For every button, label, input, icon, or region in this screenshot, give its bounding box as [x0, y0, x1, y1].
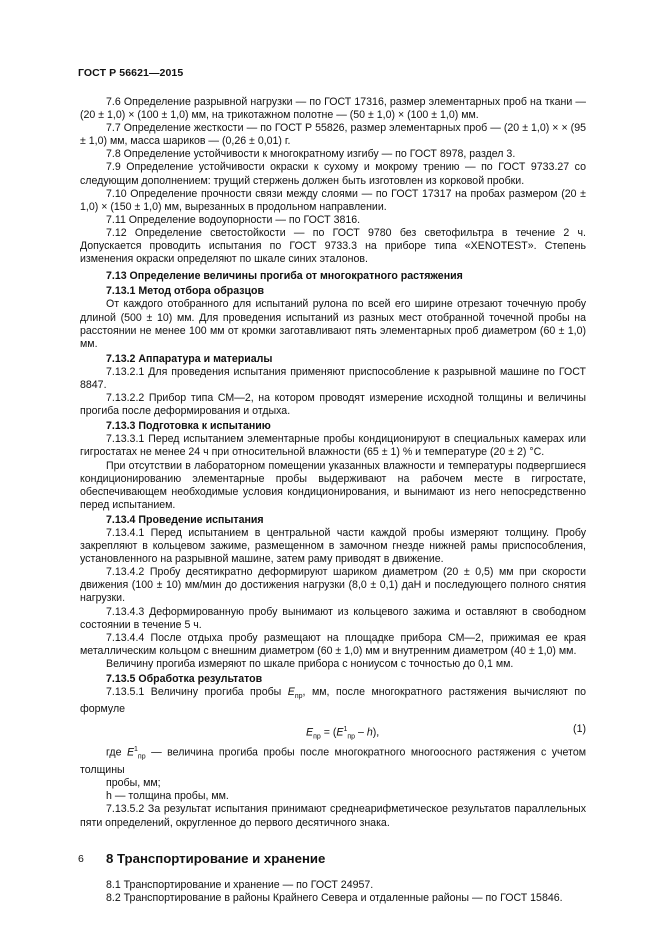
paragraph-7-6: 7.6 Определение разрывной нагрузки — по ГОСТ 17316, размер элементарных проб на ткани — (20 ± 1,0) × (100 ± 1,0) мм, на трикотажном полотне — (50 ± 1,0) × (100 ± 1,0) мм. — [80, 96, 586, 122]
paragraph-7-13-5-2: 7.13.5.2 За результат испытания принимают среднеарифметическое результатов параллельных пяти определений, округленное до первого десятичного знака. — [80, 803, 586, 829]
paragraph-7-13-4-1: 7.13.4.1 Перед испытанием в центральной части каждой пробы измеряют толщину. Пробу закрепляют в кольцевом зажиме, размещенном в замочном гнезде нижней рамы приспособления, установленного на разрывной машине, затем раму приводят в движение. — [80, 527, 586, 566]
paragraph-conditioning: При отсутствии в лабораторном помещении указанных влажности и температуры подвергшиеся кондиционированию элементарные пробы выдерживают на рабочем месте в гигростате, обеспечивающем необходимые условия кондиционирования, и вынимают из него непосредственно перед испытанием. — [80, 459, 586, 511]
formula-1 — [80, 716, 586, 743]
formula-number: (1) — [573, 723, 586, 736]
paragraph-8-1: 8.1 Транспортирование и хранение — по ГОСТ 24957. — [106, 878, 374, 891]
paragraph-7-13-2-1: 7.13.2.1 Для проведения испытания применяют приспособление к разрывной машине по ГОСТ 8847. — [80, 365, 586, 391]
paragraph-7-8: 7.8 Определение устойчивости к многократному изгибу — по ГОСТ 8978, раздел 3. — [106, 148, 516, 161]
formula-eq: = ( — [320, 726, 337, 739]
formula-expression — [306, 723, 379, 744]
paragraph-7-13-4-4: 7.13.4.4 После отдыха пробу размещают на площадке прибора СМ—2, прижимая ее края металлическим кольцом с внешним диаметром (60 ± 1,0) мм и внутренним диаметром (40 ± 1,0) мм. — [80, 631, 586, 657]
formula-where — [80, 743, 586, 777]
text-fragment: , мм, после многократного растяжения вычисляют по формуле — [80, 686, 587, 716]
subscript-pr: пр — [294, 693, 303, 701]
paragraph-7-9: 7.9 Определение устойчивости окраски к сухому и мокрому трению — по ГОСТ 9733.27 со следующим дополнением: трущий стержень должен быть изготовлен из корковой пробки. — [80, 161, 586, 187]
page-number: 6 — [78, 853, 84, 865]
symbol-E: E — [306, 726, 314, 739]
superscript-1: 1 — [343, 726, 348, 734]
paragraph-8-2: 8.2 Транспортирование в районы Крайнего Севера и отдаленные районы — по ГОСТ 15846. — [106, 891, 563, 904]
subscript-pr: пр — [137, 754, 146, 762]
paragraph-measure: Величину прогиба измеряют по шкале прибора с нониусом с точностью до 0,1 мм. — [106, 657, 514, 670]
subscript-pr: пр — [347, 734, 356, 742]
subscript-pr: пр — [313, 734, 321, 742]
superscript-1: 1 — [134, 746, 138, 754]
formula-where-cont: пробы, мм; — [106, 777, 161, 790]
paragraph-7-7: 7.7 Определение жесткости — по ГОСТ Р 55826, размер элементарных проб — (20 ± 1,0) × × (95 ± 1,0) мм, масса шариков — (0,26 ± 0,01) г. — [80, 122, 586, 148]
document-header: ГОСТ Р 56621—2015 — [78, 67, 184, 79]
paragraph-7-12: 7.12 Определение светостойкости — по ГОСТ 9780 без светофильтра в течение 2 ч. Допускается проводить испытания по ГОСТ 9733.3 на приборе типа «XENOTEST». Степень изменения окраски определяют по шкале синих эталонов. — [80, 226, 586, 266]
formula-end: ), — [372, 726, 380, 739]
paragraph-7-13-2-2: 7.13.2.2 Прибор типа СМ—2, на котором проводят измерение исходной толщины и величины прогиба после деформирования и отдыха. — [80, 392, 586, 418]
heading-7-13-5: 7.13.5 Обработка результатов — [106, 673, 263, 686]
symbol-E1: E — [126, 746, 135, 759]
text-fragment: где — [106, 746, 127, 759]
paragraph-7-13-3-1: 7.13.3.1 Перед испытанием элементарные пробы кондиционируют в специальных камерах или гигростатах не менее 24 ч при относительной влажности (65 ± 1) % и температуре (20 ± 2) °С. — [80, 433, 586, 459]
paragraph-7-13-4-3: 7.13.4.3 Деформированную пробу вынимают из кольцевого зажима и оставляют в свободном состоянии в течение 5 ч. — [80, 605, 586, 631]
heading-7-13-4: 7.13.4 Проведение испытания — [106, 513, 264, 526]
document-body — [80, 96, 586, 905]
formula-where-h: h — толщина пробы, мм. — [106, 790, 229, 803]
paragraph-7-11: 7.11 Определение водоупорности — по ГОСТ 3816. — [106, 213, 361, 226]
symbol-E: E — [287, 686, 295, 699]
heading-7-13-1: 7.13.1 Метод отбора образцов — [106, 285, 265, 298]
symbol-E1: E — [336, 726, 344, 739]
symbol-h: h — [366, 726, 373, 739]
text-fragment: 7.13.5.1 Величину прогиба пробы — [106, 686, 288, 699]
paragraph-7-13-4-2: 7.13.4.2 Пробу десятикратно деформируют шариком диаметром (20 ± 0,5) мм при скорости движения (100 ± 10) мм/мин до достижения нагрузки (8,0 ± 0,1) даН и последующего полного снятия нагрузки. — [80, 566, 586, 605]
paragraph-sampling: От каждого отобранного для испытаний рулона по всей его ширине отрезают точечную пробу длиной (500 ± 10) мм. Для проведения испытаний из разных мест отобранной точечной пробы на расстоянии не менее 100 мм от кромки заготавливают пять элементарных проб диаметром (60 ± 1,0) мм. — [80, 298, 586, 350]
paragraph-7-10: 7.10 Определение прочности связи между слоями — по ГОСТ 17317 на пробах размером (20 ± 1,0) × (150 ± 1,0) мм, вырезанных в продольном направлении. — [80, 187, 586, 213]
section-8-title: 8 Транспортирование и хранение — [106, 850, 326, 866]
heading-7-13: 7.13 Определение величины прогиба от многократного растяжения — [106, 270, 463, 283]
heading-7-13-2: 7.13.2 Аппаратура и материалы — [106, 352, 273, 365]
heading-7-13-3: 7.13.3 Подготовка к испытанию — [106, 420, 271, 433]
paragraph-7-13-5-1 — [80, 686, 586, 716]
formula-minus: – — [355, 726, 367, 739]
text-fragment: — величина прогиба пробы после многократного многоосного растяжения с учетом толщины — [80, 746, 587, 777]
